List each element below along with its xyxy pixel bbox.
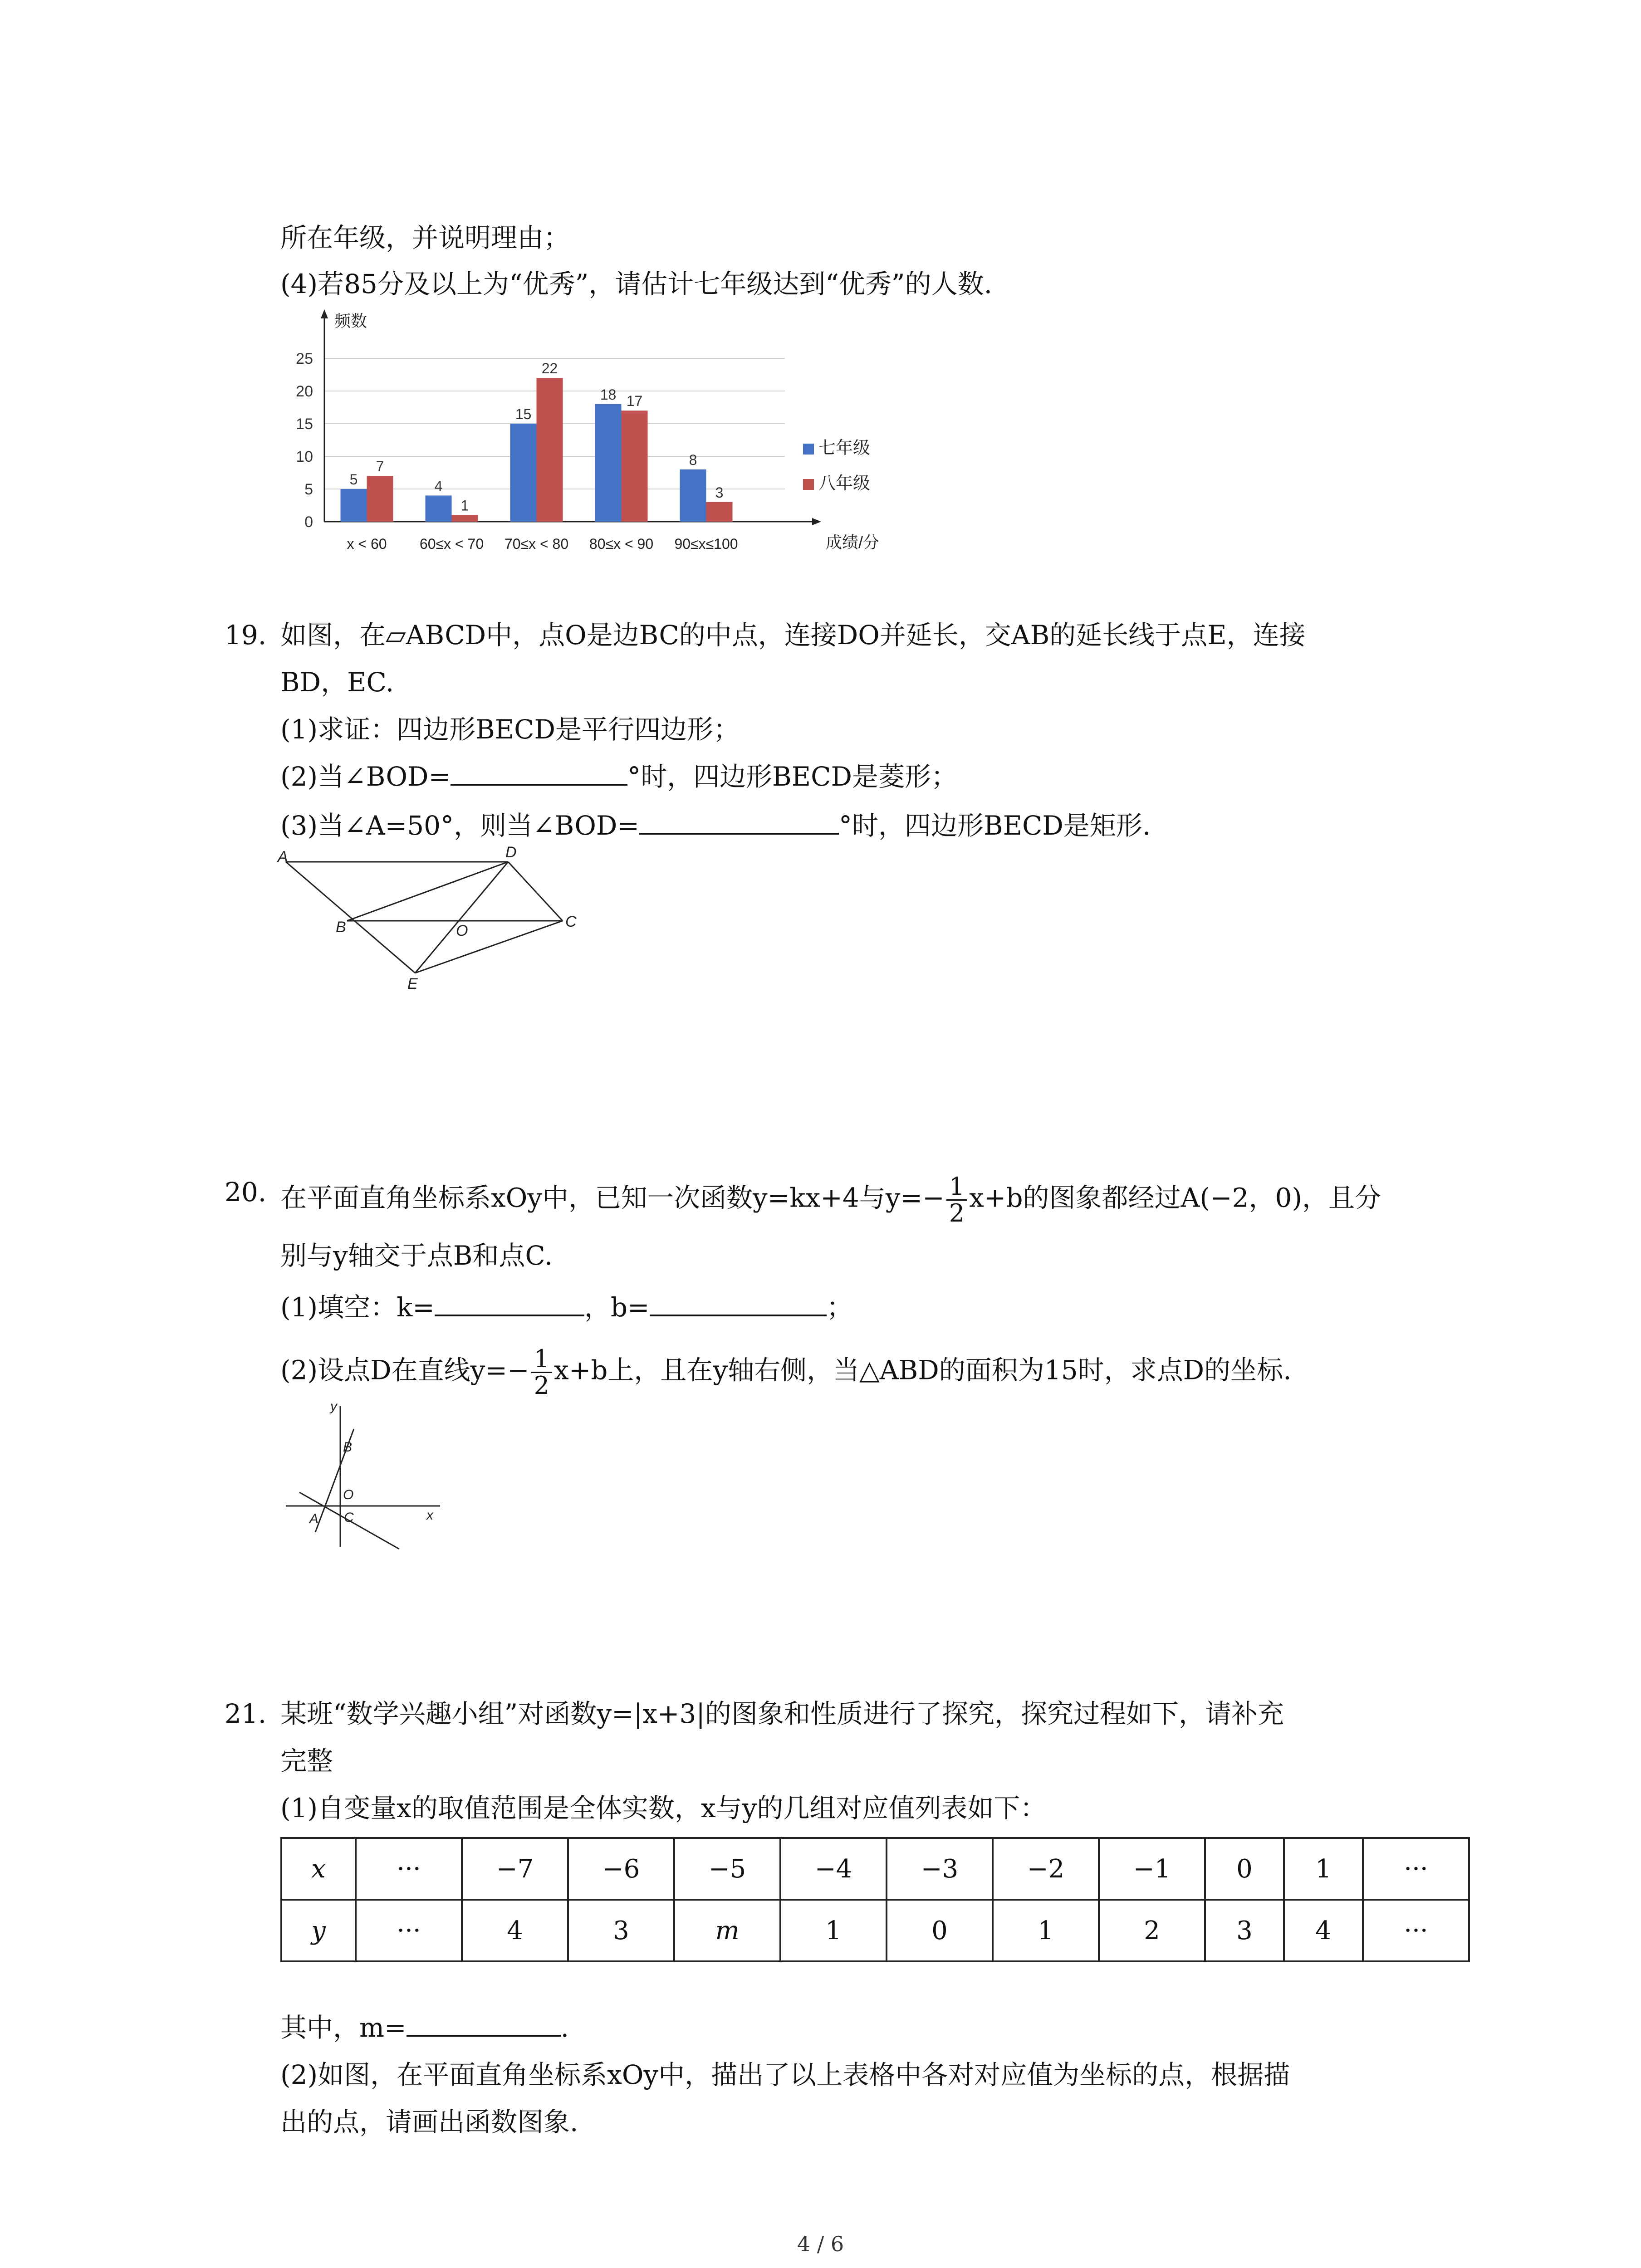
answer-blank-m[interactable] <box>407 2009 561 2037</box>
bar-label-1-0: 7 <box>376 458 384 475</box>
score-frequency-bar-chart <box>272 304 907 567</box>
x-cell-11: ··· <box>1363 1838 1469 1900</box>
answer-blank-bod-rectangle[interactable] <box>639 807 839 835</box>
bar-0-3 <box>595 404 622 522</box>
category-label-3: 80≤x < 90 <box>589 536 654 552</box>
legend-label-0: 七年级 <box>818 439 871 458</box>
x-cell-6: −3 <box>887 1838 993 1900</box>
x-cell-1: ··· <box>356 1838 462 1900</box>
category-label-1: 60≤x < 70 <box>419 536 484 552</box>
y-cell-1: ··· <box>356 1900 462 1961</box>
question-19-part-3-text-a: (3)当∠A=50°，则当∠BOD= <box>280 810 639 841</box>
label-o: O <box>456 922 468 939</box>
question-20-part-2-text-b: x+b上，且在y轴右侧，当△ABD的面积为15时，求点D的坐标. <box>554 1354 1292 1386</box>
bar-0-0 <box>341 489 367 522</box>
bar-1-0 <box>367 476 393 522</box>
bar-label-1-3: 17 <box>626 393 643 410</box>
table-row-x <box>281 1838 1469 1900</box>
question-21-part-2-cont: 出的点，请画出函数图象. <box>280 2107 578 2137</box>
question-20-part-1-text-b: ，b= <box>584 1292 650 1323</box>
x-cell-5: −4 <box>780 1838 887 1900</box>
question-20-part-1-text-a: (1)填空：k= <box>280 1292 435 1323</box>
answer-blank-k[interactable] <box>435 1289 584 1316</box>
question-21-part-1: (1)自变量x的取值范围是全体实数，x与y的几组对应值列表如下： <box>280 1793 1047 1823</box>
bar-label-1-2: 22 <box>541 360 558 377</box>
bar-label-0-3: 18 <box>600 386 617 403</box>
bar-1-3 <box>622 411 648 522</box>
question-21-m-line <box>280 2009 569 2046</box>
label-b: B <box>336 919 346 936</box>
label-c: C <box>344 1510 354 1525</box>
table-row-y <box>281 1900 1469 1961</box>
label-a: A <box>278 848 288 865</box>
y-cell-6: 0 <box>887 1900 993 1961</box>
y-cell-10: 4 <box>1284 1900 1363 1961</box>
question-21-m-end: . <box>560 2012 569 2043</box>
question-18-part-4: (4)若85分及以上为“优秀”，请估计七年级达到“优秀”的人数. <box>280 269 993 299</box>
coordinate-figure <box>277 1397 449 1560</box>
y-tick-label-1: 5 <box>304 481 313 498</box>
fraction-denominator: 2 <box>949 1199 965 1227</box>
y-axis-title: 频数 <box>334 312 367 330</box>
question-20-number: 20. <box>225 1177 267 1207</box>
question-19-part-3 <box>280 807 1151 844</box>
x-cell-2: −7 <box>462 1838 568 1900</box>
label-b: B <box>343 1440 353 1455</box>
fraction-one-half-2 <box>531 1346 552 1398</box>
legend-swatch-0 <box>803 444 814 455</box>
category-label-2: 70≤x < 80 <box>504 536 569 552</box>
x-cell-0: x <box>281 1838 356 1900</box>
question-20-part-1-text-c: ； <box>826 1292 853 1323</box>
question-19-number: 19. <box>225 620 267 650</box>
bar-0-2 <box>510 424 537 522</box>
y-tick-label-2: 10 <box>296 448 313 465</box>
bar-label-1-4: 3 <box>715 484 724 501</box>
question-21-stem-cont: 完整 <box>280 1745 333 1776</box>
bar-1-2 <box>537 378 563 522</box>
x-cell-10: 1 <box>1284 1838 1363 1900</box>
y-tick-label-0: 0 <box>304 513 313 531</box>
question-21-part-2: (2)如图，在平面直角坐标系xOy中，描出了以上表格中各对对应值为坐标的点，根据描 <box>280 2059 1290 2090</box>
bar-0-1 <box>426 495 452 522</box>
fraction-numerator-2: 1 <box>531 1346 552 1373</box>
segment-dc <box>508 862 563 921</box>
y-cell-5: 1 <box>780 1900 887 1961</box>
bar-label-0-2: 15 <box>515 406 532 422</box>
y-axis-arrow <box>321 309 328 318</box>
question-19-part-3-text-b: °时，四边形BECD是矩形. <box>839 810 1151 841</box>
bar-label-1-1: 1 <box>460 497 469 514</box>
question-20-stem-a: 在平面直角坐标系xOy中，已知一次函数y=kx+4与y=− <box>280 1182 945 1213</box>
question-20-part-2 <box>280 1346 1292 1398</box>
label-e: E <box>407 975 418 992</box>
bar-label-0-0: 5 <box>349 471 358 488</box>
parallelogram-figure <box>268 846 594 1000</box>
bar-1-1 <box>452 515 478 522</box>
label-d: D <box>505 846 517 861</box>
x-cell-8: −1 <box>1099 1838 1205 1900</box>
y-cell-9: 3 <box>1205 1900 1284 1961</box>
fraction-numerator: 1 <box>946 1174 967 1201</box>
x-cell-7: −2 <box>993 1838 1099 1900</box>
bar-label-0-4: 8 <box>689 451 697 468</box>
y-cell-11: ··· <box>1363 1900 1469 1961</box>
question-20-stem <box>280 1174 1381 1226</box>
y-cell-4: m <box>674 1900 780 1961</box>
y-tick-label-5: 25 <box>296 350 313 367</box>
x-cell-9: 0 <box>1205 1838 1284 1900</box>
answer-blank-bod-rhombus[interactable] <box>451 758 627 786</box>
category-label-0: x < 60 <box>347 536 387 552</box>
y-tick-label-3: 15 <box>296 415 313 433</box>
page-number: 4 / 6 <box>797 2232 844 2256</box>
question-21-stem: 某班“数学兴趣小组”对函数y=|x+3|的图象和性质进行了探究，探究过程如下，请补充 <box>280 1698 1284 1729</box>
y-cell-2: 4 <box>462 1900 568 1961</box>
label-x: x <box>426 1508 433 1523</box>
y-cell-7: 1 <box>993 1900 1099 1961</box>
x-axis-title: 成绩/分 <box>826 533 880 552</box>
y-tick-label-4: 20 <box>296 383 313 400</box>
y-cell-3: 3 <box>568 1900 674 1961</box>
question-18-continuation: 所在年级，并说明理由； <box>280 222 570 253</box>
fraction-denominator-2: 2 <box>534 1371 549 1400</box>
label-o: O <box>343 1487 354 1502</box>
answer-blank-b[interactable] <box>650 1289 827 1316</box>
question-20-stem-b: x+b的图象都经过A(−2，0)，且分 <box>969 1182 1381 1213</box>
category-label-4: 90≤x≤100 <box>674 536 738 552</box>
label-y: y <box>330 1399 337 1414</box>
segment-ae <box>286 862 415 973</box>
label-c: C <box>565 913 577 930</box>
x-cell-4: −5 <box>674 1838 780 1900</box>
bar-1-4 <box>706 502 733 522</box>
value-table <box>280 1837 1470 1962</box>
question-21-number: 21. <box>225 1698 267 1729</box>
question-20-part-2-text-a: (2)设点D在直线y=− <box>280 1354 529 1386</box>
question-21-m-text: 其中，m= <box>280 2012 407 2043</box>
question-19-part-1: (1)求证：四边形BECD是平行四边形； <box>280 714 740 745</box>
x-axis-arrow <box>812 518 821 525</box>
fraction-one-half <box>946 1174 967 1226</box>
y-cell-8: 2 <box>1099 1900 1205 1961</box>
question-19-stem: 如图，在▱ABCD中，点O是边BC的中点，连接DO并延长，交AB的延长线于点E，连接 <box>280 620 1306 650</box>
question-19-part-2-text-a: (2)当∠BOD= <box>280 761 451 792</box>
y-cell-0: y <box>281 1900 356 1961</box>
label-a: A <box>309 1511 319 1526</box>
legend-label-1: 八年级 <box>818 474 871 493</box>
question-19-part-2-text-b: °时，四边形BECD是菱形； <box>627 761 957 792</box>
question-20-part-1 <box>280 1289 853 1325</box>
bar-label-0-1: 4 <box>434 478 443 494</box>
bar-0-4 <box>680 469 706 522</box>
question-20-stem-cont: 别与y轴交于点B和点C. <box>280 1240 553 1271</box>
question-19-part-2 <box>280 758 957 795</box>
legend-swatch-1 <box>803 479 814 490</box>
question-19-stem-cont: BD，EC. <box>280 667 394 698</box>
x-cell-3: −6 <box>568 1838 674 1900</box>
